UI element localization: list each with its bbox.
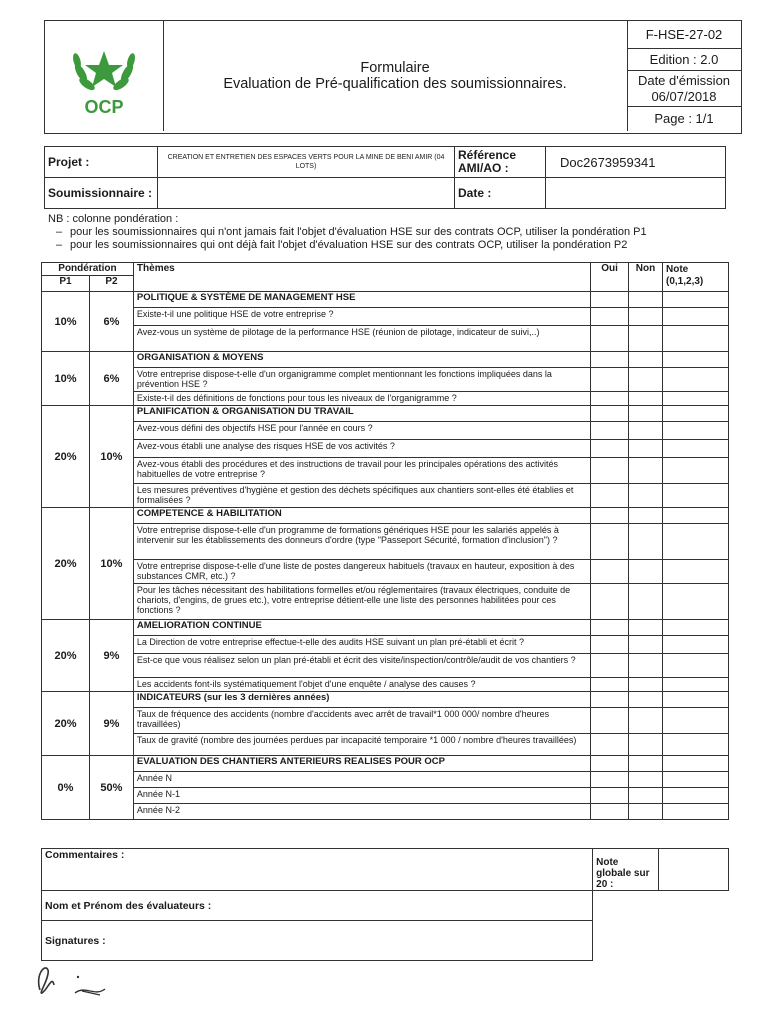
question-row (42, 678, 729, 692)
oui-cell[interactable] (591, 654, 629, 678)
question-row (42, 524, 729, 560)
blank-cell (593, 921, 729, 961)
p2-value: 6% (89, 292, 133, 352)
date-value: 06/07/2018 (651, 89, 717, 104)
note-cell[interactable] (663, 524, 729, 560)
oui-cell[interactable] (591, 620, 629, 636)
question-row (42, 734, 729, 756)
non-cell[interactable] (629, 678, 663, 692)
non-cell[interactable] (629, 422, 663, 440)
section-title: POLITIQUE & SYSTÈME DE MANAGEMENT HSE (133, 292, 590, 308)
title-line-1: Formulaire (360, 60, 430, 76)
non-cell[interactable] (629, 392, 663, 406)
question-text: Avez-vous établi des procédures et des instructions de travail pour les principales opérations des activités habituelles de votre entreprise ? (133, 458, 590, 484)
non-cell[interactable] (629, 440, 663, 458)
non-cell[interactable] (629, 804, 663, 820)
section-header-row (42, 620, 729, 636)
non-cell[interactable] (629, 508, 663, 524)
section-title: EVALUATION DES CHANTIERS ANTERIEURS REALISES POUR OCP (133, 756, 590, 772)
p2-value: 50% (89, 756, 133, 820)
section-title: PLANIFICATION & ORGANISATION DU TRAVAIL (133, 406, 590, 422)
p1-value: 20% (42, 692, 90, 756)
p2-value: 9% (89, 692, 133, 756)
p2-value: 10% (89, 508, 133, 620)
note-cell[interactable] (663, 392, 729, 406)
oui-cell[interactable] (591, 458, 629, 484)
question-row (42, 484, 729, 508)
question-text: La Direction de votre entreprise effectue-t-elle des audits HSE suivant un plan pré-établi et écrit ? (133, 636, 590, 654)
oui-cell[interactable] (591, 692, 629, 708)
evaluation-table (41, 262, 729, 820)
handwritten-signature-icon (30, 955, 120, 1005)
question-row (42, 788, 729, 804)
question-text: Votre entreprise dispose-t-elle d'un organigramme complet mentionnant les fonctions impliquées dans la prévention HSE ? (133, 368, 590, 392)
note-cell[interactable] (663, 788, 729, 804)
question-text: Est-ce que vous réalisez selon un plan pré-établi et écrit des visite/inspection/contrôle/audit de vos chantiers ? (133, 654, 590, 678)
non-cell[interactable] (629, 308, 663, 326)
question-text: Année N-1 (133, 788, 590, 804)
section-title: INDICATEURS (sur les 3 dernières années) (133, 692, 590, 708)
p1-value: 0% (42, 756, 90, 820)
note-cell[interactable] (663, 560, 729, 584)
p2-value: 10% (89, 406, 133, 508)
nb-note (48, 213, 647, 252)
non-cell[interactable] (629, 788, 663, 804)
question-row (42, 368, 729, 392)
question-text: Avez-vous un système de pilotage de la performance HSE (réunion de pilotage, indicateur de suivi,..) (133, 326, 590, 352)
date-label: Date d'émission (637, 73, 731, 88)
note-cell[interactable] (663, 756, 729, 772)
oui-cell[interactable] (591, 772, 629, 788)
note-cell[interactable] (663, 484, 729, 508)
p1-header: P1 (42, 276, 90, 292)
oui-cell[interactable] (591, 352, 629, 368)
non-cell[interactable] (629, 484, 663, 508)
question-row (42, 560, 729, 584)
question-row (42, 804, 729, 820)
evaluation-body (42, 263, 729, 820)
oui-cell[interactable] (591, 440, 629, 458)
oui-cell[interactable] (591, 678, 629, 692)
form-title (163, 21, 628, 131)
soumissionnaire-label: Soumissionnaire : (45, 178, 158, 209)
p1-value: 20% (42, 406, 90, 508)
doc-date (627, 71, 741, 107)
non-cell[interactable] (629, 584, 663, 620)
footer-table (41, 848, 729, 961)
doc-page: Page : 1/1 (654, 111, 714, 126)
note-cell[interactable] (663, 406, 729, 422)
date-field-value (546, 178, 726, 209)
date-field-label: Date : (455, 178, 546, 209)
ocp-logo (45, 21, 164, 131)
question-row (42, 458, 729, 484)
note-cell[interactable] (663, 654, 729, 678)
non-cell[interactable] (629, 560, 663, 584)
note-header: Note (0,1,2,3) (663, 263, 729, 292)
question-row (42, 772, 729, 788)
oui-cell[interactable] (591, 484, 629, 508)
note-cell[interactable] (663, 422, 729, 440)
non-cell[interactable] (629, 368, 663, 392)
note-cell[interactable] (663, 440, 729, 458)
question-text: Les mesures préventives d'hygiène et gestion des déchets spécifiques aux chantiers sont-elles été établies et formalisées ? (133, 484, 590, 508)
svg-text:OCP: OCP (84, 97, 124, 117)
non-cell[interactable] (629, 352, 663, 368)
document-meta (627, 21, 741, 131)
oui-cell[interactable] (591, 422, 629, 440)
oui-cell[interactable] (591, 326, 629, 352)
question-row (42, 440, 729, 458)
p2-header: P2 (89, 276, 133, 292)
oui-cell[interactable] (591, 308, 629, 326)
non-cell[interactable] (629, 406, 663, 422)
oui-cell[interactable] (591, 584, 629, 620)
question-text: Année N (133, 772, 590, 788)
note-cell[interactable] (663, 368, 729, 392)
question-row (42, 654, 729, 678)
question-row (42, 422, 729, 440)
non-cell[interactable] (629, 620, 663, 636)
section-header-row (42, 508, 729, 524)
non-cell[interactable] (629, 708, 663, 734)
note-cell[interactable] (663, 734, 729, 756)
note-globale-value (659, 849, 729, 891)
oui-cell[interactable] (591, 804, 629, 820)
question-text: Votre entreprise dispose-t-elle d'un programme de formations génériques HSE pour les salariés appelés à intervenir sur les établissements des donneurs d'ordre (type "Passeport Sécurité, formation d'inclusion") ? (133, 524, 590, 560)
nb-item-p1: – pour les soumissionnaires qui n'ont jamais fait l'objet d'évaluation HSE sur des contrats OCP, utiliser la pondération P1 (48, 226, 647, 239)
question-row (42, 708, 729, 734)
oui-cell[interactable] (591, 708, 629, 734)
note-cell[interactable] (663, 326, 729, 352)
question-text: Votre entreprise dispose-t-elle d'une liste de postes dangereux habituels (travaux en hauteur, exposition à des substances CMR, etc.) ? (133, 560, 590, 584)
question-text: Les accidents font-ils systématiquement l'objet d'une enquête / analyse des causes ? (133, 678, 590, 692)
section-header-row (42, 406, 729, 422)
p1-value: 10% (42, 292, 90, 352)
signatures-label: Signatures : (42, 921, 593, 961)
section-header-row (42, 756, 729, 772)
note-cell[interactable] (663, 772, 729, 788)
note-cell[interactable] (663, 804, 729, 820)
note-cell[interactable] (663, 292, 729, 308)
question-text: Pour les tâches nécessitant des habilitations formelles et/ou réglementaires (travaux électriques, conduite de chariots, d'engins, de grues etc.), votre entreprise détient-elle une liste des personnes habilitées pour ces fonctions ? (133, 584, 590, 620)
p2-value: 9% (89, 620, 133, 692)
nb-title: NB : colonne pondération : (48, 213, 179, 225)
oui-header: Oui (591, 263, 629, 292)
title-line-2: Evaluation de Pré-qualification des soumissionnaires. (223, 76, 567, 92)
non-cell[interactable] (629, 734, 663, 756)
section-header-row (42, 292, 729, 308)
themes-header: Thèmes (133, 263, 590, 292)
doc-reference: F-HSE-27-02 (627, 21, 741, 49)
note-cell[interactable] (663, 352, 729, 368)
doc-edition: Edition : 2.0 (627, 49, 741, 71)
reference-label: Référence AMI/AO : (455, 147, 546, 178)
reference-value: Doc2673959341 (546, 147, 726, 178)
projet-value: CREATION ET ENTRETIEN DES ESPACES VERTS POUR LA MINE DE BENI AMIR (04 LOTS) (158, 147, 455, 178)
note-cell[interactable] (663, 308, 729, 326)
non-cell[interactable] (629, 326, 663, 352)
oui-cell[interactable] (591, 392, 629, 406)
oui-cell[interactable] (591, 756, 629, 772)
project-info-table (44, 146, 726, 209)
question-row (42, 636, 729, 654)
non-cell[interactable] (629, 524, 663, 560)
note-cell[interactable] (663, 708, 729, 734)
oui-cell[interactable] (591, 524, 629, 560)
question-text: Avez-vous établi une analyse des risques HSE de vos activités ? (133, 440, 590, 458)
section-header-row (42, 352, 729, 368)
question-row (42, 308, 729, 326)
non-cell[interactable] (629, 772, 663, 788)
oui-cell[interactable] (591, 734, 629, 756)
oui-cell[interactable] (591, 508, 629, 524)
non-cell[interactable] (629, 292, 663, 308)
oui-cell[interactable] (591, 788, 629, 804)
note-cell[interactable] (663, 636, 729, 654)
oui-cell[interactable] (591, 368, 629, 392)
question-text: Taux de gravité (nombre des journées perdues par incapacité temporaire *1 000 / nombre d'heures travaillées) (133, 734, 590, 756)
question-row (42, 392, 729, 406)
section-header-row (42, 692, 729, 708)
p2-value: 6% (89, 352, 133, 406)
question-text: Existe-t-il des définitions de fonctions pour tous les niveaux de l'organigramme ? (133, 392, 590, 406)
section-title: AMELIORATION CONTINUE (133, 620, 590, 636)
oui-cell[interactable] (591, 560, 629, 584)
document-header (44, 20, 742, 134)
ocp-emblem-icon (45, 21, 163, 131)
commentaires-label: Commentaires : (42, 849, 593, 891)
p1-value: 10% (42, 352, 90, 406)
note-cell[interactable] (663, 458, 729, 484)
oui-cell[interactable] (591, 406, 629, 422)
p1-value: 20% (42, 620, 90, 692)
note-cell[interactable] (663, 620, 729, 636)
non-header: Non (629, 263, 663, 292)
oui-cell[interactable] (591, 292, 629, 308)
section-title: ORGANISATION & MOYENS (133, 352, 590, 368)
question-text: Existe-t-il une politique HSE de votre entreprise ? (133, 308, 590, 326)
non-cell[interactable] (629, 756, 663, 772)
nb-item-p2: – pour les soumissionnaires qui ont déjà fait l'objet d'évaluation HSE sur des contrats OCP, utiliser la pondération P2 (48, 239, 647, 252)
question-text: Avez-vous défini des objectifs HSE pour l'année en cours ? (133, 422, 590, 440)
non-cell[interactable] (629, 692, 663, 708)
evaluateurs-label: Nom et Prénom des évaluateurs : (42, 891, 593, 921)
question-text: Année N-2 (133, 804, 590, 820)
non-cell[interactable] (629, 654, 663, 678)
note-cell[interactable] (663, 692, 729, 708)
blank-cell (593, 891, 729, 921)
soumissionnaire-value (158, 178, 455, 209)
p1-value: 20% (42, 508, 90, 620)
projet-label: Projet : (45, 147, 158, 178)
section-title: COMPETENCE & HABILITATION (133, 508, 590, 524)
question-row (42, 326, 729, 352)
note-cell[interactable] (663, 584, 729, 620)
ponderation-header: Pondération (42, 263, 134, 276)
non-cell[interactable] (629, 636, 663, 654)
question-text: Taux de fréquence des accidents (nombre d'accidents avec arrêt de travail*1 000 000/ nombre d'heures travaillées) (133, 708, 590, 734)
non-cell[interactable] (629, 458, 663, 484)
note-globale-label: Note globale sur 20 : (593, 849, 659, 891)
question-row (42, 584, 729, 620)
note-cell[interactable] (663, 508, 729, 524)
oui-cell[interactable] (591, 636, 629, 654)
note-cell[interactable] (663, 678, 729, 692)
